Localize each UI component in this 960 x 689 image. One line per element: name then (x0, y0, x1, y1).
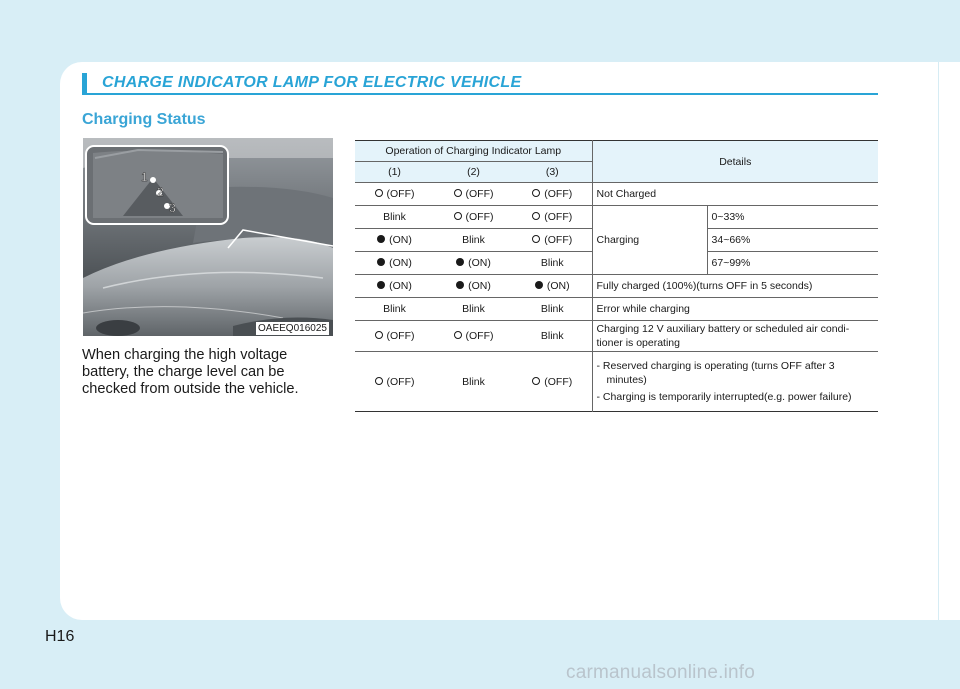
lamp-cell (513, 321, 592, 352)
lamp-on-icon (535, 281, 543, 289)
lamp-cell (513, 252, 592, 275)
lamp-cell (355, 183, 434, 206)
lamp-state: (OFF) (544, 188, 573, 200)
car-illustration (83, 138, 333, 336)
lamp-cell (434, 298, 513, 321)
lamp-state: (OFF) (544, 234, 573, 246)
lamp-off-icon (532, 235, 540, 243)
lamp-state: (ON) (389, 234, 412, 246)
page-number: H16 (45, 628, 75, 645)
section-title-rule (82, 93, 878, 95)
detail-line: tioner is operating (596, 337, 680, 349)
lamp-cell (434, 252, 513, 275)
lamp-cell (355, 229, 434, 252)
lamp-state: (OFF) (465, 188, 494, 200)
lamp-state: (OFF) (544, 375, 573, 388)
detail-cell: Not Charged (592, 183, 878, 206)
lamp-off-icon (454, 189, 462, 197)
table-row (355, 352, 878, 412)
table-row (355, 298, 878, 321)
detail-cell (592, 321, 878, 352)
lamp-on-icon (456, 258, 464, 266)
lamp-cell (355, 252, 434, 275)
lamp-state: Blink (462, 375, 485, 388)
detail-line: - Charging is temporarily interrupted(e.g. power failure) (596, 391, 852, 403)
section-title-accent (82, 73, 87, 93)
lamp-off-icon (532, 189, 540, 197)
lamp-state: (ON) (389, 257, 412, 269)
lamp-cell (513, 298, 592, 321)
lamp-cell (513, 275, 592, 298)
callout-label-1: 1 (141, 170, 148, 184)
lamp-state: (OFF) (465, 211, 494, 223)
page-right-rule (938, 62, 939, 620)
lamp-cell (513, 206, 592, 229)
lamp-off-icon (532, 212, 540, 220)
lamp-state: Blink (383, 211, 406, 223)
header-operation: Operation of Charging Indicator Lamp (385, 145, 562, 157)
lamp-state: (ON) (389, 280, 412, 292)
lamp-off-icon (375, 189, 383, 197)
callout-label-3: 3 (169, 201, 176, 215)
lamp-state: (ON) (468, 257, 491, 269)
lamp-state: (OFF) (386, 375, 415, 388)
charge-indicator-table (355, 140, 878, 412)
lamp-cell (434, 206, 513, 229)
header-details: Details (592, 141, 878, 183)
subheading: Charging Status (82, 111, 206, 128)
lamp-cell (513, 352, 592, 412)
lamp-on-icon (456, 281, 464, 289)
lamp-on-icon (377, 258, 385, 266)
detail-line: - Reserved charging is operating (turns OFF after 3 (596, 360, 835, 372)
lamp-state: (ON) (546, 280, 570, 292)
lamp-on-icon (377, 235, 385, 243)
section-title: CHARGE INDICATOR LAMP FOR ELECTRIC VEHICLE (102, 74, 522, 91)
lamp-state: Blink (462, 234, 485, 246)
illustration-caption: OAEEQ016025 (258, 323, 327, 334)
lamp-state: (ON) (468, 280, 491, 292)
lamp-off-icon (375, 377, 383, 385)
header-col-1: (1) (388, 166, 401, 178)
watermark: carmanualsonline.info (566, 662, 756, 683)
lamp-cell (355, 352, 434, 412)
lamp-cell (355, 206, 434, 229)
table-row (355, 321, 878, 352)
lamp-cell (434, 321, 513, 352)
lamp-cell (434, 352, 513, 412)
detail-line: Charging 12 V auxiliary battery or scheduled air condi- (596, 323, 850, 335)
charge-range: 67~99% (707, 252, 878, 275)
detail-cell (592, 352, 878, 412)
lamp-cell (434, 275, 513, 298)
lamp-state: Blink (540, 257, 564, 269)
charging-group-label: Charging (592, 206, 707, 275)
lamp-cell (355, 298, 434, 321)
charge-range: 34~66% (707, 229, 878, 252)
body-text: When charging the high voltage battery, the charge level can be checked from outside the vehicle. (82, 347, 299, 397)
lamp-on-icon (377, 281, 385, 289)
table-row (355, 206, 878, 229)
lamp-state: (OFF) (386, 330, 415, 342)
lamp-state: (OFF) (544, 211, 573, 223)
lamp-cell (434, 229, 513, 252)
lamp-state: (OFF) (386, 188, 415, 200)
lamp-cell (355, 275, 434, 298)
lamp-off-icon (454, 212, 462, 220)
detail-cell: Error while charging (592, 298, 878, 321)
lamp-state: Blink (462, 303, 485, 315)
header-col-2: (2) (467, 166, 480, 178)
lamp-cell (434, 183, 513, 206)
charge-range: 0~33% (707, 206, 878, 229)
lamp-off-icon (375, 331, 383, 339)
lamp-off-icon (532, 377, 540, 385)
lamp-state: Blink (540, 303, 564, 315)
table-row (355, 275, 878, 298)
lamp-cell (513, 183, 592, 206)
header-col-3: (3) (545, 166, 559, 178)
lamp-state: (OFF) (465, 330, 494, 342)
detail-cell: Fully charged (100%)(turns OFF in 5 seconds) (592, 275, 878, 298)
lamp-state: Blink (540, 330, 564, 342)
lamp-cell (355, 321, 434, 352)
callout-label-2: 2 (157, 185, 164, 199)
table-row (355, 183, 878, 206)
lamp-state: Blink (383, 303, 406, 315)
car-hood-drawing (83, 138, 333, 336)
lamp-cell (513, 229, 592, 252)
lamp-off-icon (454, 331, 462, 339)
detail-line: minutes) (606, 374, 647, 386)
